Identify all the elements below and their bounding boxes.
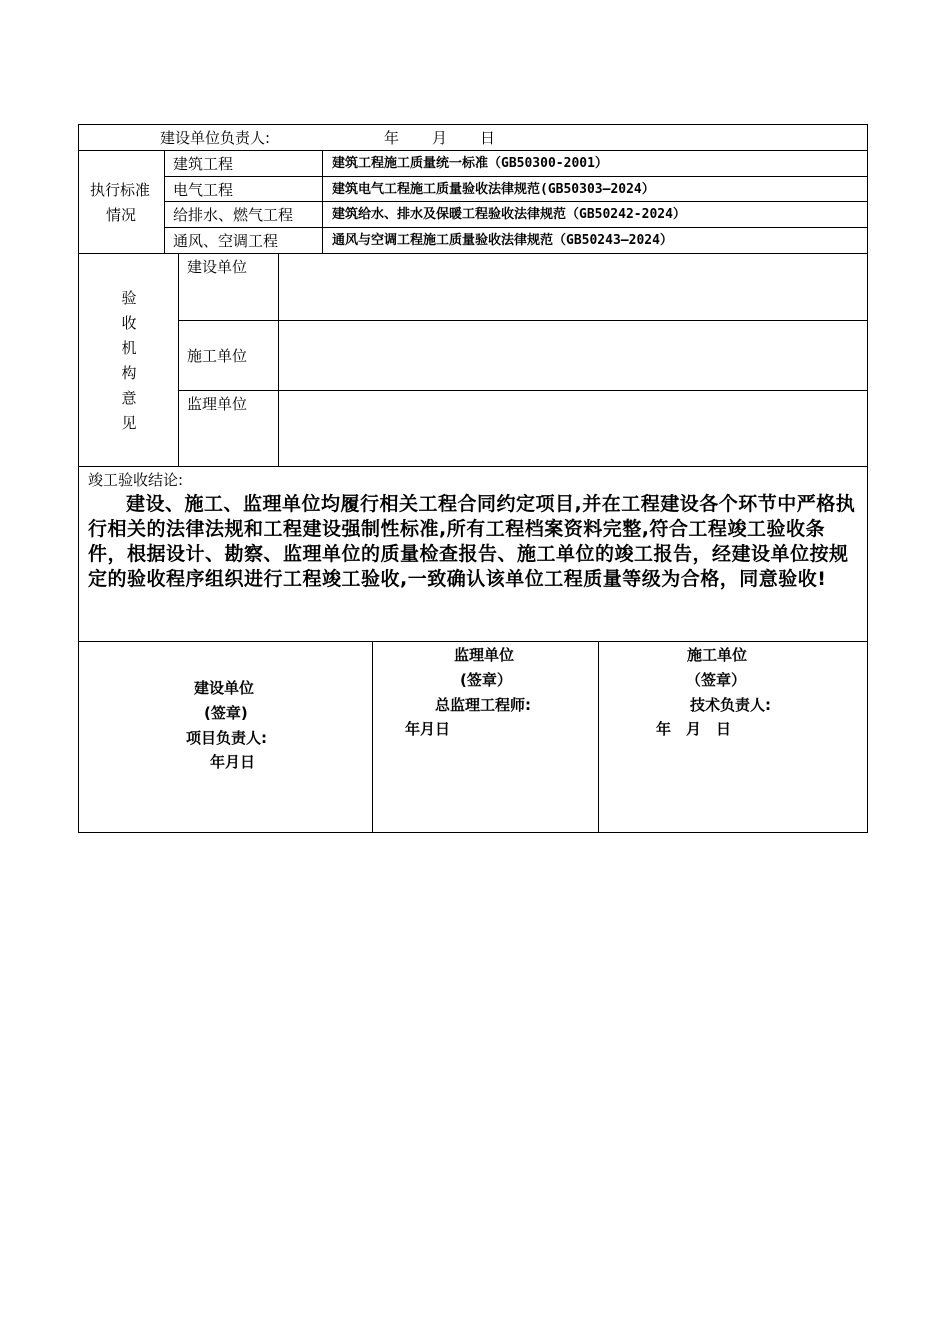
opinion-unit-supervisor: 监理单位 (187, 395, 248, 413)
opinions-label-char: 验 (121, 289, 137, 307)
standard-category: 给排水、燃气工程 (173, 206, 294, 224)
standard-name: 通风与空调工程施工质量验收法律规范（GB50243—2024） (332, 233, 673, 248)
form-table (78, 124, 868, 833)
row-divider (78, 641, 868, 642)
column-divider (164, 150, 165, 253)
standard-category: 建筑工程 (173, 155, 234, 173)
owner-responsible-label: 建设单位负责人: (160, 129, 271, 147)
column-divider (322, 150, 323, 253)
opinion-unit-contractor: 施工单位 (187, 347, 248, 365)
row-divider (164, 176, 868, 177)
sign-supervisor-seal: (签章） (460, 671, 512, 689)
sign-supervisor-person: 总监理工程师: (435, 696, 531, 714)
sign-contractor-unit: 施工单位 (687, 646, 748, 664)
opinion-unit-owner: 建设单位 (187, 258, 248, 276)
column-divider (598, 641, 599, 833)
row-divider (178, 320, 868, 321)
conclusion-text: 建设、施工、监理单位均履行相关工程合同约定项目,并在工程建设各个环节中严格执行相关的法律法规和工程建设强制性标准,所有工程档案资料完整,符合工程竣工验收条件，根据设计、勘察、监理单位的质量检查报告、施工单位的竣工报告，经建设单位按规定的验收程序组织进行工程竣工验收,一致确认该单位工程质量等级为合格，同意验收! (88, 493, 856, 590)
sign-supervisor-date: 年月日 (405, 720, 451, 738)
sign-supervisor-unit: 监理单位 (454, 646, 515, 664)
standard-category: 通风、空调工程 (173, 232, 279, 250)
standard-name: 建筑工程施工质量统一标准（GB50300-2001） (332, 156, 608, 171)
standard-category: 电气工程 (173, 181, 234, 199)
sign-contractor-date: 年 月 日 (656, 720, 732, 738)
header-month: 月 (432, 129, 448, 147)
row-divider (164, 227, 868, 228)
sign-owner-person: 项目负责人: (186, 729, 267, 747)
standards-label: 执行标准 (90, 181, 151, 199)
sign-owner-unit: 建设单位 (194, 679, 255, 697)
sign-owner-seal: (签章) (204, 704, 248, 722)
opinions-label-char: 构 (121, 364, 137, 382)
column-divider (372, 641, 373, 833)
conclusion-label: 竣工验收结论: (88, 471, 184, 489)
standards-label-2: 情况 (106, 206, 137, 224)
row-divider (78, 150, 868, 151)
header-year: 年 (384, 129, 400, 147)
sign-contractor-person: 技术负责人: (690, 696, 771, 714)
standard-name: 建筑电气工程施工质量验收法律规范(GB50303—2024） (332, 182, 655, 197)
row-divider (164, 201, 868, 202)
row-divider (78, 253, 868, 254)
sign-contractor-seal: （签章） (686, 671, 747, 689)
column-divider (178, 253, 179, 466)
header-day: 日 (480, 129, 496, 147)
opinions-label (110, 286, 148, 436)
row-divider (178, 390, 868, 391)
standard-name: 建筑给水、排水及保暖工程验收法律规范（GB50242-2024） (332, 207, 686, 222)
opinions-label-char: 收 (121, 314, 137, 332)
opinions-label-char: 机 (121, 339, 137, 357)
sign-owner-date: 年月日 (210, 753, 256, 771)
opinions-label-char: 见 (121, 414, 137, 432)
row-divider (78, 466, 868, 467)
opinions-label-char: 意 (121, 389, 137, 407)
column-divider (278, 253, 279, 466)
